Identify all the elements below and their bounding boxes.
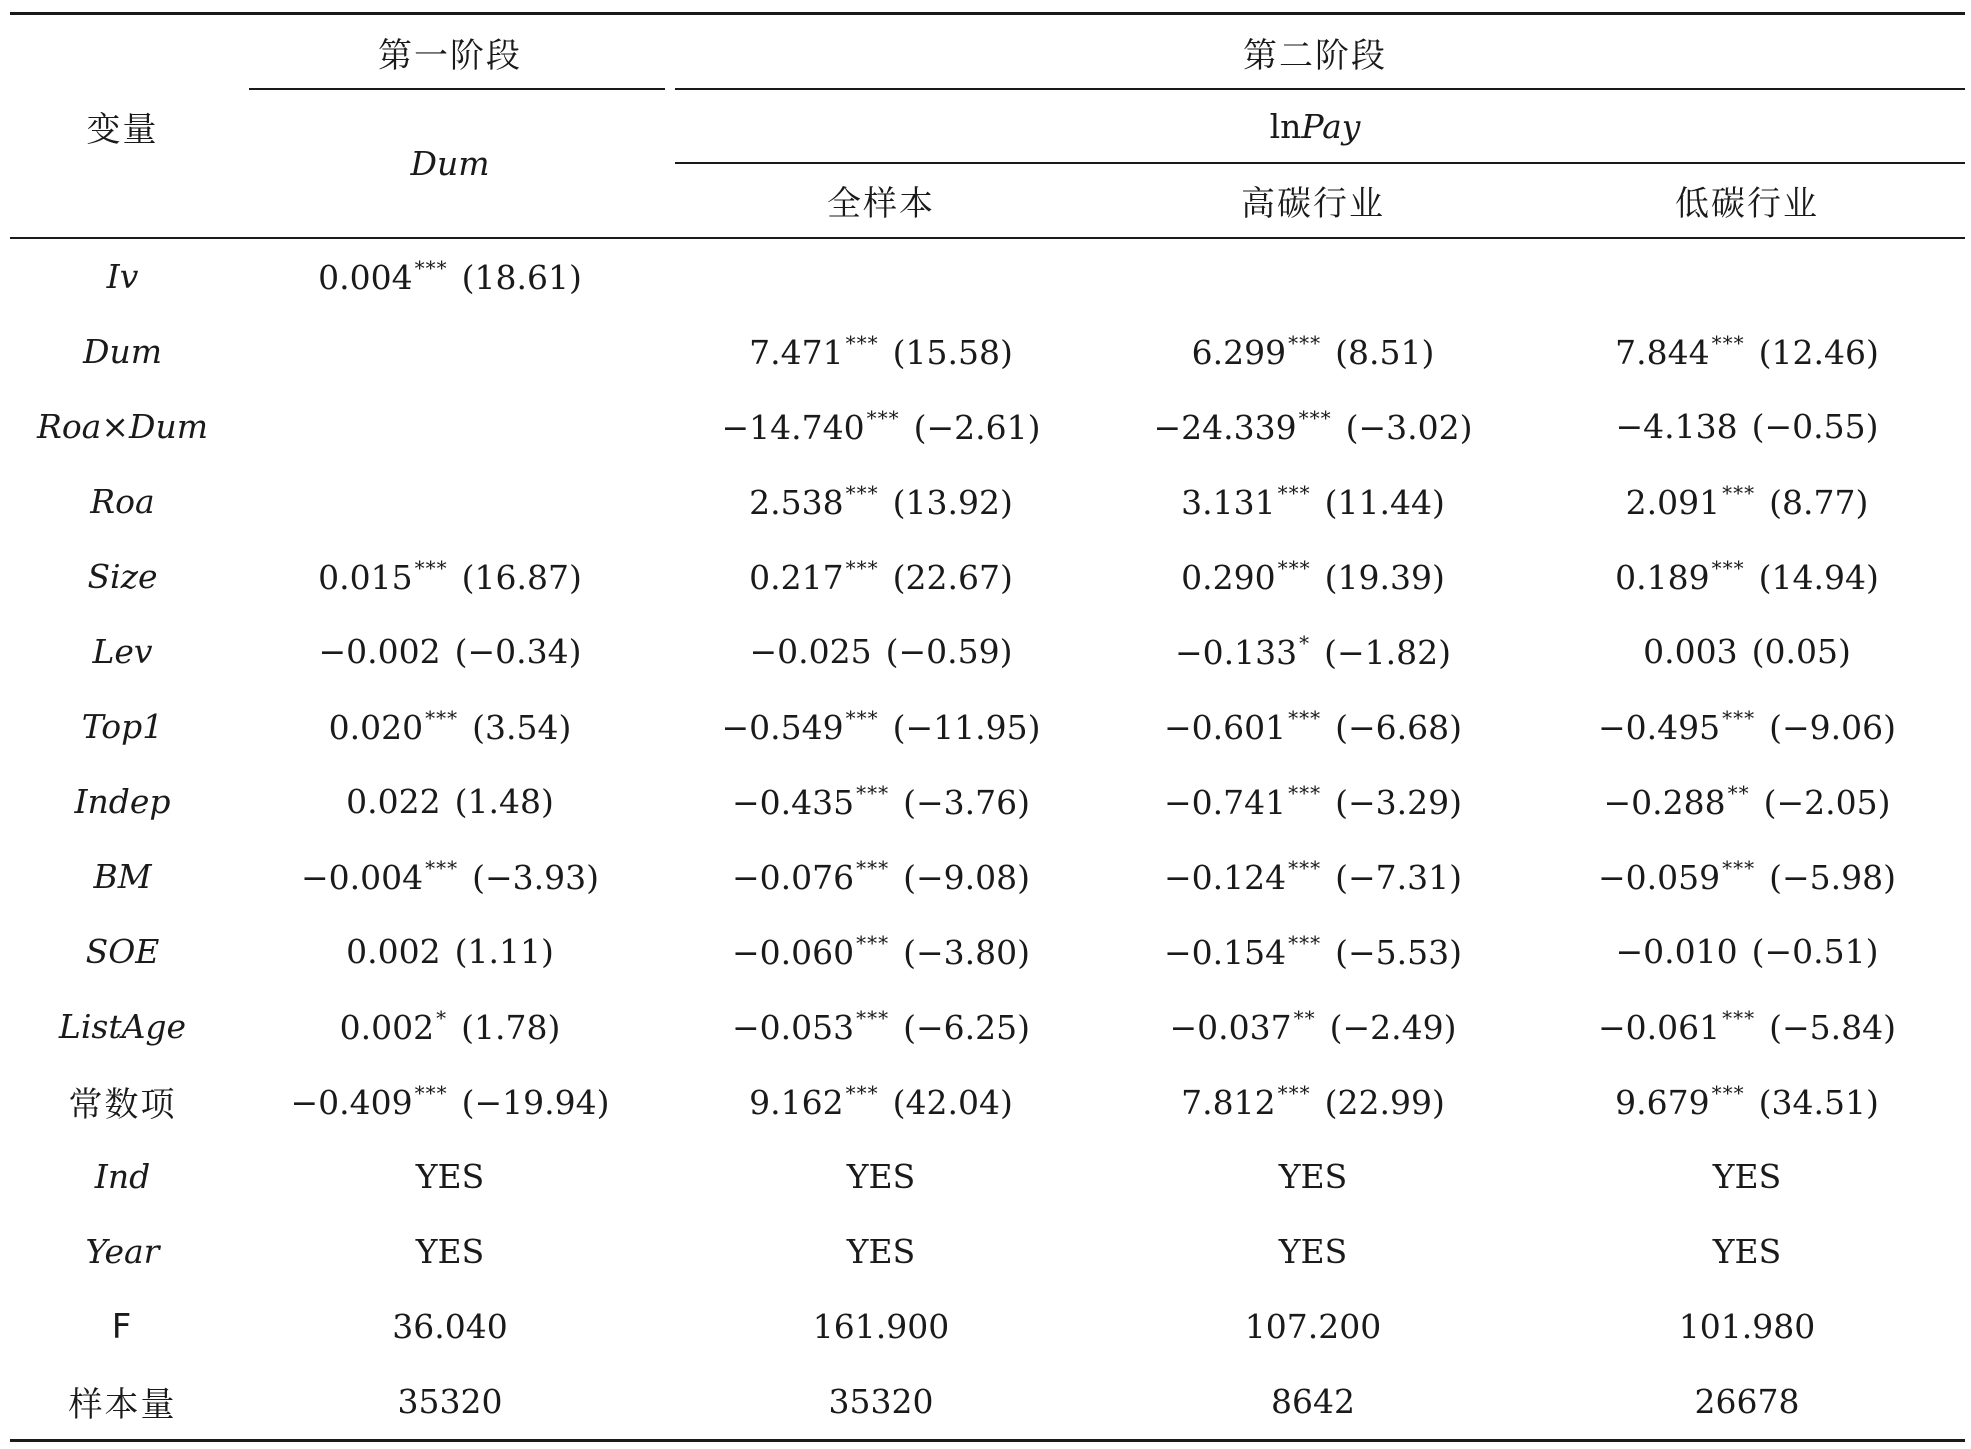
t-statistic: (16.87) — [461, 558, 582, 597]
significance-stars: *** — [425, 706, 459, 730]
estimate-cell — [235, 238, 665, 314]
coefficient: 0.003 — [1643, 632, 1738, 671]
estimate-cell — [235, 689, 665, 764]
estimate-cell — [1529, 389, 1965, 464]
coefficient: −14.740 — [721, 408, 865, 447]
estimate-cell — [235, 989, 665, 1064]
estimate-cell — [1097, 238, 1529, 314]
coefficient: 35320 — [397, 1382, 503, 1421]
estimate-cell — [665, 914, 1097, 989]
stage1-header: 第一阶段 — [235, 14, 665, 90]
estimate-cell — [665, 1214, 1097, 1289]
table-row — [10, 614, 1965, 689]
t-statistic: (−3.76) — [903, 783, 1030, 822]
estimate-cell — [235, 314, 665, 389]
stage2-dep-italic: Pay — [1301, 106, 1361, 146]
t-statistic: (13.92) — [892, 483, 1013, 522]
estimate-cell — [665, 539, 1097, 614]
coefficient: −0.435 — [731, 783, 855, 822]
row-variable-label: Indep — [74, 782, 171, 821]
estimate-cell — [1529, 238, 1965, 314]
coefficient: −0.059 — [1597, 858, 1721, 897]
table-row — [10, 914, 1965, 989]
estimate-cell — [665, 614, 1097, 689]
estimate-cell — [665, 989, 1097, 1064]
coefficient: 35320 — [828, 1382, 934, 1421]
coefficient: −0.549 — [721, 708, 844, 747]
t-statistic: (−3.29) — [1335, 783, 1462, 822]
coefficient: −0.409 — [290, 1083, 413, 1122]
row-variable-label: ListAge — [58, 1007, 187, 1046]
estimate-cell — [1097, 839, 1529, 914]
table-row — [10, 1064, 1965, 1139]
coefficient: −0.037 — [1169, 1008, 1292, 1047]
estimate-cell — [1097, 764, 1529, 839]
estimate-cell — [1529, 539, 1965, 614]
t-statistic: (−9.08) — [903, 858, 1030, 897]
estimate-cell — [1529, 1364, 1965, 1441]
row-variable-label: Roa — [90, 482, 155, 521]
row-variable-label: 样本量 — [68, 1385, 177, 1425]
coefficient: 3.131 — [1181, 483, 1276, 522]
t-statistic: (15.58) — [892, 333, 1013, 372]
estimate-cell — [1097, 539, 1529, 614]
significance-stars: *** — [414, 256, 448, 280]
t-statistic: (−2.05) — [1763, 783, 1891, 822]
coefficient: 7.471 — [749, 333, 844, 372]
coefficient: YES — [415, 1232, 485, 1271]
coefficient: YES — [846, 1157, 916, 1196]
coefficient: 101.980 — [1678, 1307, 1816, 1346]
estimate-cell — [1097, 614, 1529, 689]
estimate-cell — [235, 1064, 665, 1139]
row-variable-label: Size — [87, 557, 158, 596]
coefficient: 0.020 — [328, 708, 424, 747]
coefficient: −0.124 — [1163, 858, 1287, 897]
coefficient: 9.679 — [1615, 1083, 1710, 1122]
coefficient: 2.538 — [749, 483, 844, 522]
estimate-cell — [1097, 1289, 1529, 1364]
t-statistic: (3.54) — [472, 708, 572, 747]
t-statistic: (−1.82) — [1324, 633, 1451, 672]
table-row — [10, 1139, 1965, 1214]
coefficient: −0.025 — [749, 632, 872, 671]
significance-stars: ** — [1293, 1006, 1316, 1030]
coefficient: −0.002 — [318, 632, 441, 671]
t-statistic: (−0.55) — [1751, 407, 1879, 446]
coefficient: −0.010 — [1615, 932, 1738, 971]
t-statistic: (−6.68) — [1335, 708, 1462, 747]
column-low-carbon: 低碳行业 — [1675, 183, 1819, 224]
estimate-cell — [1097, 914, 1529, 989]
coefficient: −24.339 — [1153, 408, 1297, 447]
t-statistic: (−5.98) — [1769, 858, 1896, 897]
significance-stars: *** — [845, 706, 879, 730]
t-statistic: (42.04) — [892, 1083, 1013, 1122]
significance-stars: *** — [856, 931, 890, 955]
estimate-cell — [235, 914, 665, 989]
coefficient: 0.002 — [346, 932, 441, 971]
estimate-cell — [1529, 614, 1965, 689]
coefficient: −0.060 — [731, 933, 855, 972]
table-header — [10, 14, 1965, 239]
coefficient: 0.290 — [1181, 558, 1276, 597]
estimate-cell — [235, 839, 665, 914]
estimate-cell — [665, 464, 1097, 539]
table-row — [10, 989, 1965, 1064]
estimate-cell — [1529, 1139, 1965, 1214]
t-statistic: (34.51) — [1758, 1083, 1879, 1122]
estimate-cell — [1097, 1064, 1529, 1139]
significance-stars: ** — [1727, 781, 1750, 805]
significance-stars: *** — [845, 1081, 879, 1105]
t-statistic: (1.48) — [454, 782, 554, 821]
table-row — [10, 1289, 1965, 1364]
coefficient: −0.076 — [731, 858, 855, 897]
significance-stars: *** — [1722, 1006, 1756, 1030]
table-row — [10, 539, 1965, 614]
coefficient: −0.004 — [300, 858, 424, 897]
row-variable-label: 常数项 — [68, 1085, 177, 1125]
estimate-cell — [235, 764, 665, 839]
table-body — [10, 238, 1965, 1441]
estimate-cell — [665, 1289, 1097, 1364]
t-statistic: (−0.34) — [454, 632, 582, 671]
estimate-cell — [235, 1289, 665, 1364]
estimate-cell — [1529, 764, 1965, 839]
coefficient: −0.288 — [1603, 783, 1726, 822]
significance-stars: * — [436, 1006, 448, 1030]
table-row — [10, 839, 1965, 914]
regression-table-container — [10, 12, 1965, 1442]
row-variable-label: Year — [85, 1232, 160, 1271]
stage2-dep-prefix: ln — [1269, 106, 1302, 146]
significance-stars: *** — [1722, 706, 1756, 730]
estimate-cell — [235, 1214, 665, 1289]
coefficient: −4.138 — [1615, 407, 1738, 446]
t-statistic: (−3.80) — [903, 933, 1030, 972]
significance-stars: *** — [866, 406, 900, 430]
estimate-cell — [1097, 389, 1529, 464]
significance-stars: *** — [1277, 481, 1311, 505]
t-statistic: (−11.95) — [892, 708, 1041, 747]
coefficient: 0.022 — [346, 782, 441, 821]
coefficient: YES — [1712, 1232, 1782, 1271]
estimate-cell — [665, 389, 1097, 464]
table-row — [10, 1214, 1965, 1289]
coefficient: 0.002 — [339, 1008, 435, 1047]
column-high-carbon: 高碳行业 — [1241, 183, 1385, 224]
row-variable-label: SOE — [85, 932, 160, 971]
significance-stars: *** — [856, 781, 890, 805]
estimate-cell — [1529, 1064, 1965, 1139]
table-row — [10, 238, 1965, 314]
coefficient: 26678 — [1694, 1382, 1800, 1421]
stage2-dependent-variable — [665, 89, 1965, 163]
estimate-cell — [1529, 464, 1965, 539]
significance-stars: *** — [845, 331, 879, 355]
t-statistic: (−3.02) — [1345, 408, 1473, 447]
estimate-cell — [1529, 914, 1965, 989]
row-variable-label: Lev — [92, 632, 153, 671]
significance-stars: *** — [1298, 406, 1332, 430]
coefficient: 0.004 — [318, 258, 413, 297]
row-variable-label: BM — [93, 857, 152, 896]
estimate-cell — [1097, 1139, 1529, 1214]
coefficient: YES — [1712, 1157, 1782, 1196]
t-statistic: (−9.06) — [1769, 708, 1896, 747]
coefficient: −0.154 — [1163, 933, 1287, 972]
coefficient: 9.162 — [749, 1083, 844, 1122]
row-variable-label: Ind — [94, 1157, 151, 1196]
table-row — [10, 689, 1965, 764]
t-statistic: (−2.61) — [913, 408, 1041, 447]
stage2-header: 第二阶段 — [665, 14, 1965, 90]
significance-stars: *** — [1288, 781, 1322, 805]
significance-stars: *** — [1711, 1081, 1745, 1105]
regression-table — [10, 12, 1965, 1442]
stage1-dependent-variable: Dum — [235, 89, 665, 238]
row-variable-label: Dum — [82, 332, 162, 371]
estimate-cell — [235, 1364, 665, 1441]
significance-stars: *** — [1711, 556, 1745, 580]
significance-stars: *** — [845, 556, 879, 580]
coefficient: 2.091 — [1625, 483, 1721, 522]
estimate-cell — [1097, 314, 1529, 389]
coefficient: 6.299 — [1191, 333, 1287, 372]
significance-stars: *** — [1288, 931, 1322, 955]
estimate-cell — [235, 464, 665, 539]
t-statistic: (12.46) — [1758, 333, 1879, 372]
significance-stars: *** — [1277, 1081, 1311, 1105]
coefficient: 36.040 — [392, 1307, 508, 1346]
estimate-cell — [665, 1139, 1097, 1214]
estimate-cell — [665, 764, 1097, 839]
estimate-cell — [1097, 1364, 1529, 1441]
t-statistic: (0.05) — [1751, 632, 1851, 671]
coefficient: −0.601 — [1163, 708, 1287, 747]
estimate-cell — [1097, 464, 1529, 539]
estimate-cell — [1529, 689, 1965, 764]
coefficient: 0.015 — [318, 558, 413, 597]
significance-stars: *** — [425, 856, 459, 880]
t-statistic: (8.51) — [1335, 333, 1435, 372]
estimate-cell — [1097, 1214, 1529, 1289]
row-variable-label: Top1 — [81, 707, 164, 746]
coefficient: YES — [846, 1232, 916, 1271]
coefficient: 7.844 — [1615, 333, 1710, 372]
table-row — [10, 389, 1965, 464]
estimate-cell — [665, 1064, 1097, 1139]
significance-stars: *** — [1722, 856, 1756, 880]
t-statistic: (11.44) — [1324, 483, 1445, 522]
t-statistic: (−5.84) — [1769, 1008, 1896, 1047]
estimate-cell — [665, 314, 1097, 389]
t-statistic: (14.94) — [1758, 558, 1879, 597]
row-variable-label: Roa×Dum — [36, 407, 209, 446]
t-statistic: (−3.93) — [472, 858, 599, 897]
t-statistic: (−6.25) — [903, 1008, 1030, 1047]
coefficient: YES — [1278, 1157, 1348, 1196]
table-row — [10, 314, 1965, 389]
t-statistic: (−0.51) — [1751, 932, 1879, 971]
column-full-sample: 全样本 — [827, 183, 935, 224]
t-statistic: (−19.94) — [461, 1083, 610, 1122]
significance-stars: *** — [414, 1081, 448, 1105]
estimate-cell — [665, 238, 1097, 314]
t-statistic: (19.39) — [1324, 558, 1445, 597]
coefficient: 7.812 — [1181, 1083, 1276, 1122]
coefficient: 107.200 — [1244, 1307, 1382, 1346]
t-statistic: (1.78) — [461, 1008, 561, 1047]
significance-stars: *** — [1288, 856, 1322, 880]
coefficient: 161.900 — [812, 1307, 950, 1346]
estimate-cell — [235, 1139, 665, 1214]
variable-header: 变量 — [10, 14, 235, 239]
estimate-cell — [1529, 839, 1965, 914]
t-statistic: (−0.59) — [885, 632, 1013, 671]
coefficient: YES — [415, 1157, 485, 1196]
table-row — [10, 464, 1965, 539]
significance-stars: *** — [414, 556, 448, 580]
t-statistic: (1.11) — [454, 932, 554, 971]
estimate-cell — [1529, 1214, 1965, 1289]
coefficient: 0.189 — [1615, 558, 1710, 597]
estimate-cell — [235, 389, 665, 464]
coefficient: 8642 — [1271, 1382, 1355, 1421]
coefficient: −0.053 — [731, 1008, 855, 1047]
significance-stars: *** — [1288, 331, 1322, 355]
significance-stars: *** — [845, 481, 879, 505]
estimate-cell — [665, 839, 1097, 914]
coefficient: −0.061 — [1597, 1008, 1721, 1047]
t-statistic: (−7.31) — [1335, 858, 1462, 897]
row-variable-label: F — [111, 1306, 134, 1347]
estimate-cell — [235, 539, 665, 614]
significance-stars: *** — [856, 1006, 890, 1030]
t-statistic: (22.67) — [892, 558, 1013, 597]
table-row — [10, 764, 1965, 839]
coefficient: YES — [1278, 1232, 1348, 1271]
t-statistic: (18.61) — [461, 258, 582, 297]
significance-stars: *** — [1288, 706, 1322, 730]
estimate-cell — [665, 1364, 1097, 1441]
coefficient: 0.217 — [749, 558, 844, 597]
t-statistic: (−5.53) — [1335, 933, 1462, 972]
t-statistic: (−2.49) — [1329, 1008, 1457, 1047]
estimate-cell — [665, 689, 1097, 764]
coefficient: −0.495 — [1597, 708, 1721, 747]
estimate-cell — [1529, 989, 1965, 1064]
t-statistic: (8.77) — [1769, 483, 1869, 522]
significance-stars: *** — [1722, 481, 1756, 505]
table-row — [10, 1364, 1965, 1441]
t-statistic: (22.99) — [1324, 1083, 1445, 1122]
significance-stars: *** — [856, 856, 890, 880]
coefficient: −0.133 — [1174, 633, 1298, 672]
estimate-cell — [1097, 689, 1529, 764]
significance-stars: * — [1299, 631, 1311, 655]
estimate-cell — [1529, 1289, 1965, 1364]
significance-stars: *** — [1277, 556, 1311, 580]
estimate-cell — [1097, 989, 1529, 1064]
coefficient: −0.741 — [1163, 783, 1287, 822]
significance-stars: *** — [1711, 331, 1745, 355]
estimate-cell — [235, 614, 665, 689]
estimate-cell — [1529, 314, 1965, 389]
row-variable-label: Iv — [106, 257, 139, 296]
